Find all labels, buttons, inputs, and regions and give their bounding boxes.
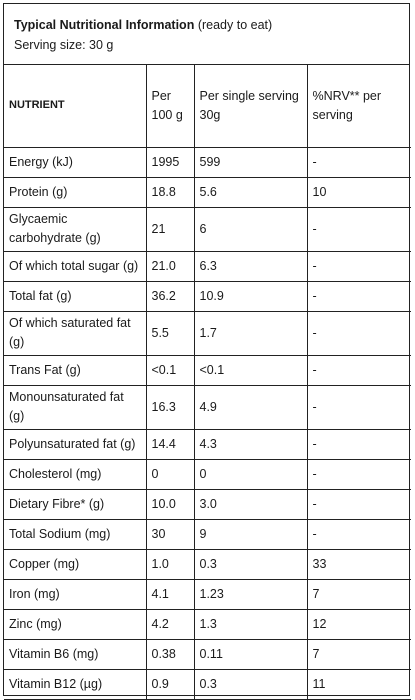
per-serving-value: 5.6 xyxy=(194,177,307,207)
nutrient-name: Copper (mg) xyxy=(4,549,146,579)
per-serving-value: 4.9 xyxy=(194,385,307,429)
nutrient-name: Zinc (mg) xyxy=(4,609,146,639)
per-100g-value: 21.0 xyxy=(146,251,194,281)
nutrient-name: Vitamin B6 (mg) xyxy=(4,639,146,669)
table-row xyxy=(4,549,411,579)
per-serving-value: 0 xyxy=(194,459,307,489)
table-row xyxy=(4,385,411,429)
nutrient-name: Glycaemic carbohydrate (g) xyxy=(4,207,146,251)
nrv-value: 11 xyxy=(307,669,411,699)
nutrient-name: Cholesterol (mg) xyxy=(4,459,146,489)
per-serving-value: 1.7 xyxy=(194,311,307,355)
table-row xyxy=(4,177,411,207)
per-100g-value: 10.0 xyxy=(146,489,194,519)
per-serving-value: 6 xyxy=(194,207,307,251)
nrv-value: - xyxy=(307,147,411,177)
per-100g-value: 14.4 xyxy=(146,429,194,459)
nrv-value: - xyxy=(307,429,411,459)
table-header-row xyxy=(4,65,411,147)
nutrient-name: Monounsaturated fat (g) xyxy=(4,385,146,429)
per-100g-value: <0.1 xyxy=(146,355,194,385)
per-100g-value: 0.38 xyxy=(146,639,194,669)
nrv-value: 10 xyxy=(307,177,411,207)
table-row xyxy=(4,281,411,311)
table-row xyxy=(4,147,411,177)
column-header-nutrient: NUTRIENT xyxy=(4,65,146,147)
per-serving-value: 4.3 xyxy=(194,429,307,459)
nutrition-panel xyxy=(3,3,410,696)
nrv-value: 7 xyxy=(307,579,411,609)
table-row xyxy=(4,489,411,519)
column-header-per-serving: Per single serving 30g xyxy=(194,65,307,147)
per-serving-value: 9 xyxy=(194,519,307,549)
nutrient-name: Dietary Fibre* (g) xyxy=(4,489,146,519)
nutrient-name: Iron (mg) xyxy=(4,579,146,609)
per-serving-value: 3.0 xyxy=(194,489,307,519)
table-row xyxy=(4,311,411,355)
table-row xyxy=(4,519,411,549)
column-header-per-100g: Per 100 g xyxy=(146,65,194,147)
nutrient-name: Protein (g) xyxy=(4,177,146,207)
per-100g-value: 36.2 xyxy=(146,281,194,311)
nutrient-name: Trans Fat (g) xyxy=(4,355,146,385)
table-row xyxy=(4,669,411,699)
nutrient-name: Total Sodium (mg) xyxy=(4,519,146,549)
per-serving-value: 1.23 xyxy=(194,579,307,609)
per-serving-value: <0.1 xyxy=(194,355,307,385)
table-row xyxy=(4,355,411,385)
nrv-value: - xyxy=(307,459,411,489)
table-row xyxy=(4,609,411,639)
panel-title: Typical Nutritional Information xyxy=(14,18,195,32)
per-100g-value: 1995 xyxy=(146,147,194,177)
nrv-value: - xyxy=(307,251,411,281)
nutrition-table xyxy=(4,65,411,700)
nutrient-name: Polyunsaturated fat (g) xyxy=(4,429,146,459)
serving-size: Serving size: 30 g xyxy=(14,38,114,52)
header-title-line xyxy=(14,15,399,35)
per-100g-value: 16.3 xyxy=(146,385,194,429)
table-row xyxy=(4,251,411,281)
nrv-value: 7 xyxy=(307,639,411,669)
per-100g-value: 18.8 xyxy=(146,177,194,207)
per-serving-value: 1.3 xyxy=(194,609,307,639)
per-100g-value: 4.1 xyxy=(146,579,194,609)
nrv-value: - xyxy=(307,385,411,429)
per-serving-value: 0.3 xyxy=(194,549,307,579)
per-100g-value: 0 xyxy=(146,459,194,489)
per-100g-value: 0.9 xyxy=(146,669,194,699)
nrv-value: - xyxy=(307,281,411,311)
panel-title-note: (ready to eat) xyxy=(197,18,273,32)
per-serving-value: 0.3 xyxy=(194,669,307,699)
per-100g-value: 4.2 xyxy=(146,609,194,639)
nrv-value: 33 xyxy=(307,549,411,579)
table-row xyxy=(4,639,411,669)
per-serving-value: 599 xyxy=(194,147,307,177)
column-header-nrv: %NRV** per serving xyxy=(307,65,411,147)
table-row xyxy=(4,579,411,609)
per-100g-value: 21 xyxy=(146,207,194,251)
nutrient-name: Of which saturated fat (g) xyxy=(4,311,146,355)
nutrient-name: Of which total sugar (g) xyxy=(4,251,146,281)
nutrition-header xyxy=(4,4,409,65)
nutrient-name: Total fat (g) xyxy=(4,281,146,311)
table-row xyxy=(4,207,411,251)
per-serving-value: 10.9 xyxy=(194,281,307,311)
per-serving-value: 0.11 xyxy=(194,639,307,669)
nrv-value: - xyxy=(307,207,411,251)
nrv-value: - xyxy=(307,311,411,355)
nrv-value: 12 xyxy=(307,609,411,639)
per-serving-value: 6.3 xyxy=(194,251,307,281)
table-row xyxy=(4,459,411,489)
table-row xyxy=(4,429,411,459)
nrv-value: - xyxy=(307,489,411,519)
per-100g-value: 1.0 xyxy=(146,549,194,579)
nutrient-name: Energy (kJ) xyxy=(4,147,146,177)
nutrient-name: Vitamin B12 (µg) xyxy=(4,669,146,699)
nrv-value: - xyxy=(307,355,411,385)
per-100g-value: 5.5 xyxy=(146,311,194,355)
nrv-value: - xyxy=(307,519,411,549)
per-100g-value: 30 xyxy=(146,519,194,549)
